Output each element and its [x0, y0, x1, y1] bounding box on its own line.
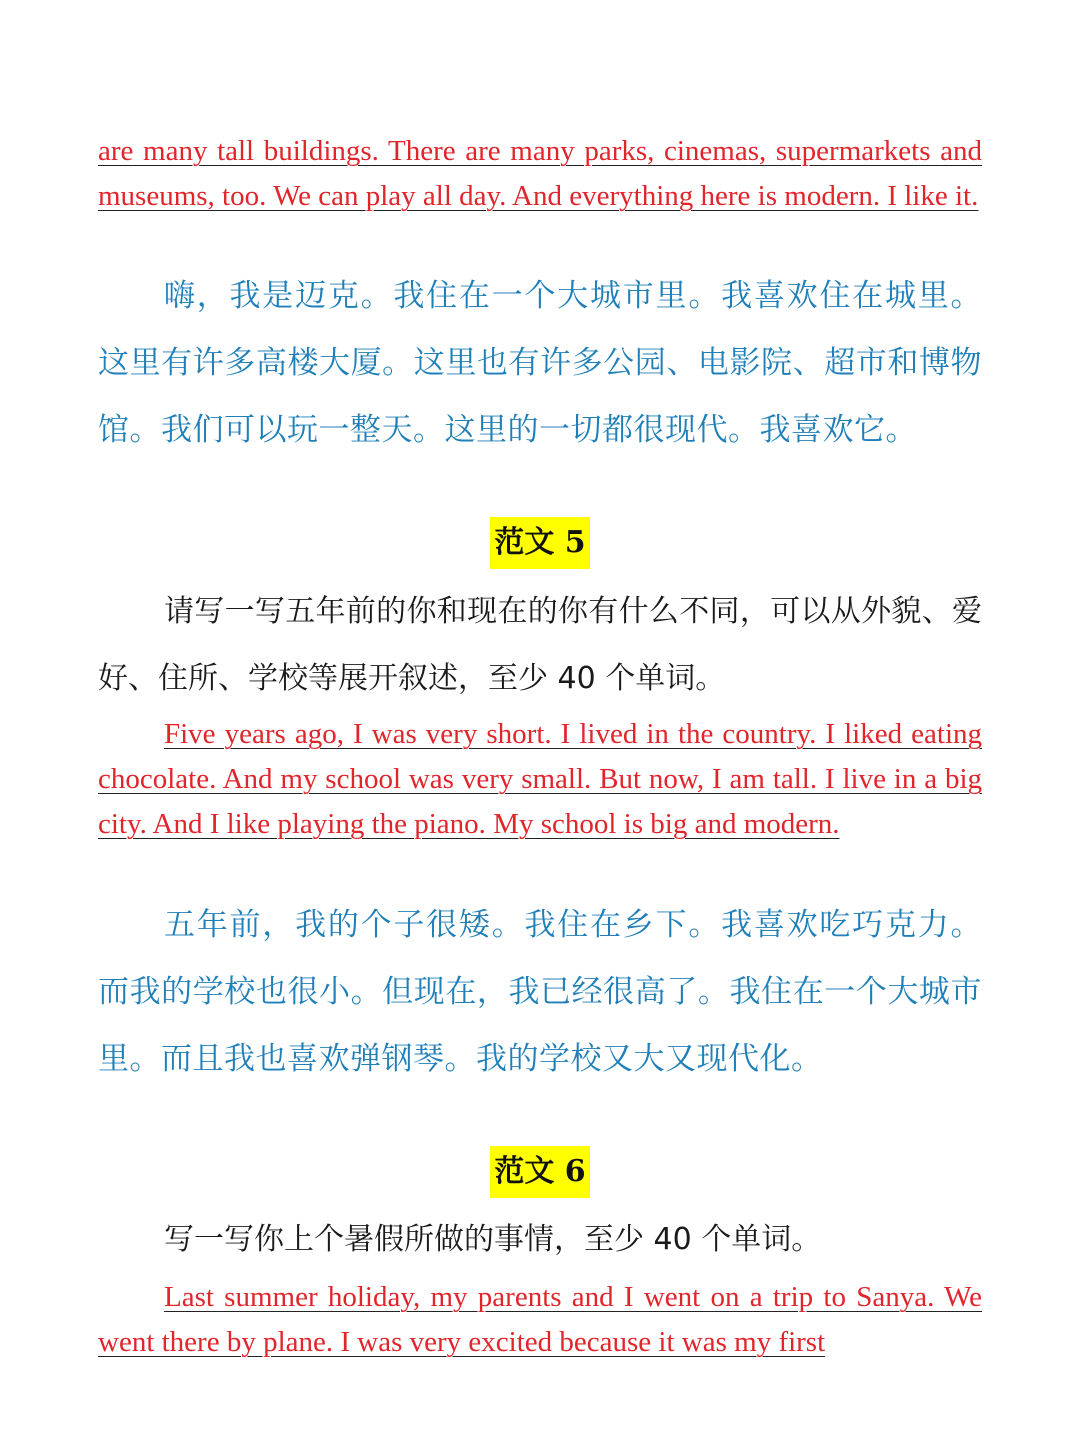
essay-6-heading-wrap — [98, 1146, 982, 1198]
essay-6-prompt: 写一写你上个暑假所做的事情，至少 40 个单词。 — [164, 1222, 822, 1257]
essay-5-chinese-translation: 五年前，我的个子很矮。我住在乡下。我喜欢吃巧克力。而我的学校也很小。但现在，我已经很高了。我住在一个大城市里。而且我也喜欢弹钢琴。我的学校又大又现代化。 — [98, 907, 982, 1077]
essay-5-prompt: 请写一写五年前的你和现在的你有什么不同，可以从外貌、爱好、住所、学校等展开叙述，至少 40 个单词。 — [98, 594, 982, 696]
essay-5-heading-wrap — [98, 517, 982, 569]
essay-4-chinese-translation: 嗨，我是迈克。我住在一个大城市里。我喜欢住在城里。这里有许多高楼大厦。这里也有许多公园、电影院、超市和博物馆。我们可以玩一整天。这里的一切都很现代。我喜欢它。 — [98, 278, 982, 448]
essay-6-heading: 范文 6 — [490, 1146, 589, 1198]
essay-4-english-tail: are many tall buildings. There are many parks, cinemas, supermarkets and museums, too. We can play all day. And everything here is modern. I like it. — [98, 135, 982, 212]
essay-5-english: Five years ago, I was very short. I lived in the country. I liked eating chocolate. And my school was very small. But now, I am tall. I live in a big city. And I like playing the piano. My school is big and modern. — [98, 718, 982, 840]
essay-6-english-head: Last summer holiday, my parents and I went on a trip to Sanya. We went there by plane. I was very excited because it was my first — [98, 1281, 982, 1358]
essay-5-heading: 范文 5 — [490, 517, 589, 569]
